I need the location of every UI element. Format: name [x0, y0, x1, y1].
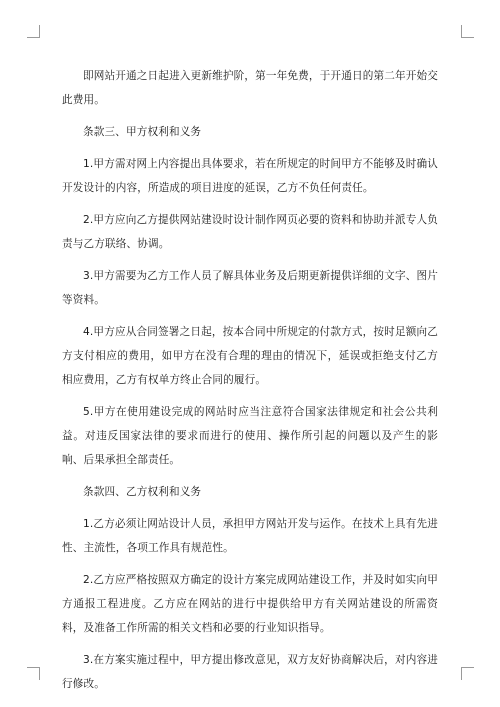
clause-three-item-2: 2.甲方应向乙方提供网站建设时设计制作网页必要的资料和协助并派专人负责与乙方联络、协调。	[62, 214, 438, 250]
crop-mark-bottom-right	[461, 667, 474, 680]
document-body	[62, 64, 438, 704]
crop-mark-bottom-left	[27, 667, 40, 680]
clause-three-item-1: 1.甲方需对网上内容提出具体要求，若在所规定的时间甲方不能够及时确认开发设计的内容，所造成的项目进度的延误，乙方不负任何责任。	[62, 158, 438, 194]
clause-four-item-3: 3.在方案实施过程中，甲方提出修改意见，双方友好协商解决后，对内容进行修改。	[62, 654, 438, 690]
clause-three-item-4: 4.甲方应从合同签署之日起，按本合同中所规定的付款方式，按时足额向乙方支付相应的费用，如甲方在没有合理的理由的情况下，延误或拒绝支付乙方相应费用，乙方有权单方终止合同的履行。	[62, 326, 438, 386]
clause-three-item-5: 5.甲方在使用建设完成的网站时应当注意符合国家法律规定和社会公共利益。对违反国家法律的要求而进行的使用、操作所引起的问题以及产生的影响、后果承担全部责任。	[62, 406, 438, 466]
clause-three-heading: 条款三、甲方权利和义务	[83, 126, 202, 138]
clause-four-item-2: 2.乙方应严格按照双方确定的设计方案完成网站建设工作，并及时如实向甲方通报工程进度。乙方应在网站的进行中提供给甲方有关网站建设的所需资料，及准备工作所需的相关文档和必要的行业知识指导。	[62, 574, 438, 634]
crop-mark-top-left	[27, 25, 40, 38]
clause-three-item-3: 3.甲方需要为乙方工作人员了解具体业务及后期更新提供详细的文字、图片等资料。	[62, 270, 438, 306]
paragraph-maintenance-fee: 即网站开通之日起进入更新维护阶，第一年免费，于开通日的第二年开始交此费用。	[62, 70, 438, 106]
clause-four-heading: 条款四、乙方权利和义务	[83, 486, 202, 498]
clause-four-item-1: 1.乙方必须让网站设计人员，承担甲方网站开发与运作。在技术上具有先进性、主流性，各项工作具有规范性。	[62, 518, 438, 554]
crop-mark-top-right	[461, 25, 474, 38]
